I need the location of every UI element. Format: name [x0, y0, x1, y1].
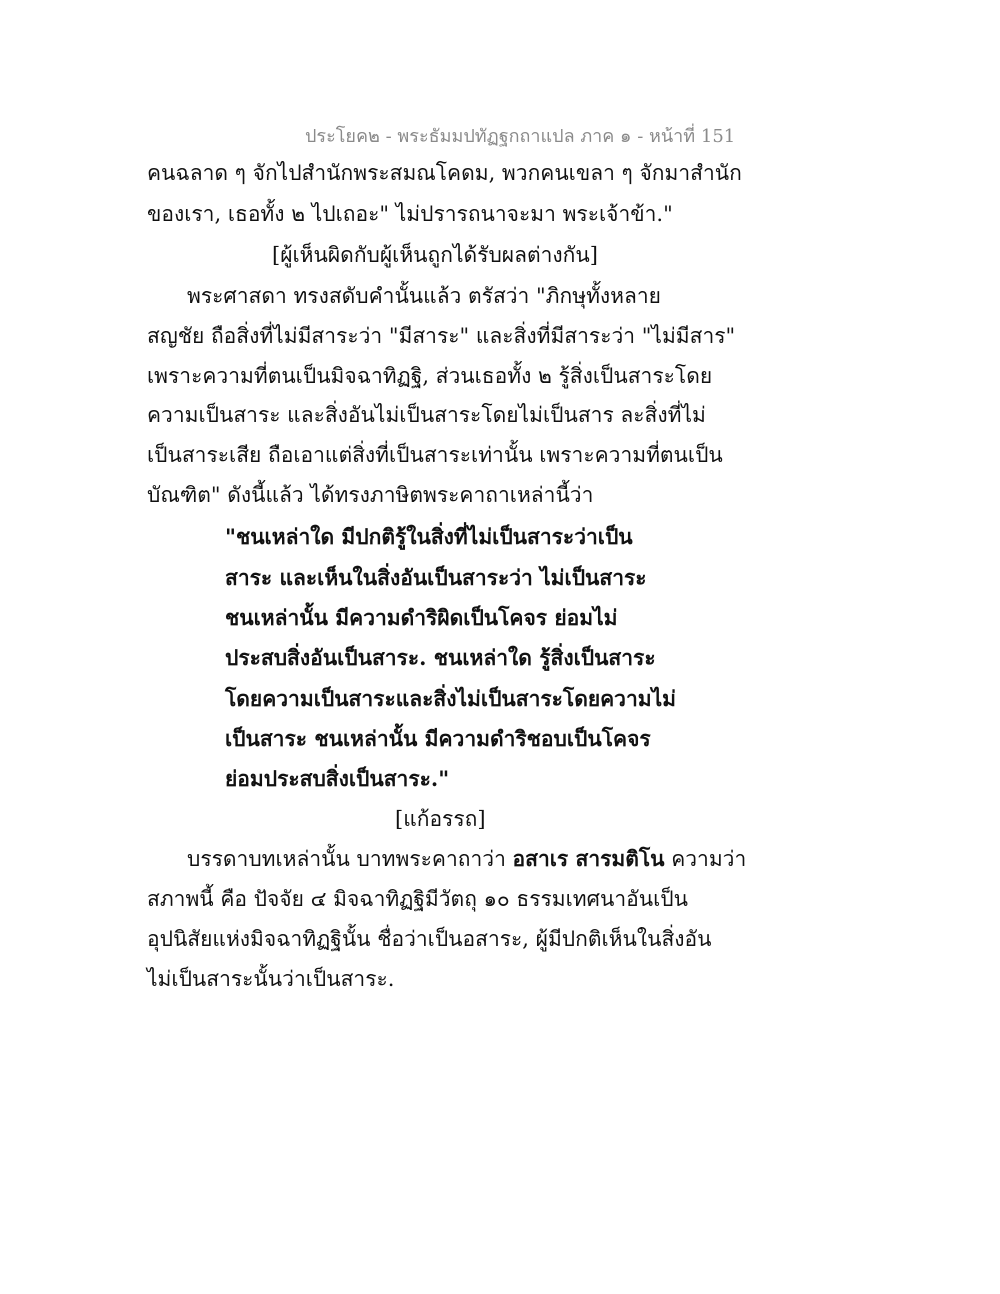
page-header: ประโยค๒ - พระธัมมปทัฏฐกถาแปล ภาค ๑ - หน้าที่ 151: [305, 126, 736, 147]
verse-line: ประสบสิ่งอันเป็นสาระ. ชนเหล่าใด รู้สิ่งเป็นสาระ: [225, 645, 656, 670]
verse-line: โดยความเป็นสาระและสิ่งไม่เป็นสาระโดยความไม่: [225, 686, 677, 711]
section-heading: [แก้อรรถ]: [395, 807, 486, 831]
pali-term: อสาเร สารมติโน: [512, 846, 665, 871]
paragraph-line: บัณฑิต" ดังนี้แล้ว ได้ทรงภาษิตพระคาถาเหล่านี้ว่า: [147, 483, 594, 507]
paragraph-line: ของเรา, เธอทั้ง ๒ ไปเถอะ" ไม่ปรารถนาจะมา พระเจ้าข้า.": [147, 202, 673, 226]
verse-line: เป็นสาระ ชนเหล่านั้น มีความดำริชอบเป็นโคจร: [225, 726, 651, 751]
section-heading: [ผู้เห็นผิดกับผู้เห็นถูกได้รับผลต่างกัน]: [272, 243, 598, 267]
commentary-text: บรรดาบทเหล่านั้น บาทพระคาถาว่า: [187, 847, 513, 871]
commentary-line: สภาพนี้ คือ ปัจจัย ๔ มิจฉาทิฏฐิมีวัตถุ ๑๐ ธรรมเทศนาอันเป็น: [147, 887, 688, 911]
commentary-line: ไม่เป็นสาระนั้นว่าเป็นสาระ.: [147, 967, 395, 991]
paragraph-line: คนฉลาด ๆ จักไปสำนักพระสมณโคดม, พวกคนเขลา ๆ จักมาสำนัก: [147, 161, 742, 185]
commentary-line: [187, 844, 746, 874]
paragraph-line: สญชัย ถือสิ่งที่ไม่มีสาระว่า "มีสาระ" และสิ่งที่มีสาระว่า "ไม่มีสาร": [147, 324, 736, 348]
commentary-text: ความว่า: [664, 847, 747, 871]
verse-line: ย่อมประสบสิ่งเป็นสาระ.": [225, 766, 450, 791]
paragraph-line: เพราะความที่ตนเป็นมิจฉาทิฏฐิ, ส่วนเธอทั้ง ๒ รู้สิ่งเป็นสาระโดย: [147, 364, 713, 388]
paragraph-line: ความเป็นสาระ และสิ่งอันไม่เป็นสาระโดยไม่เป็นสาร ละสิ่งที่ไม่: [147, 403, 706, 427]
verse-line: ชนเหล่านั้น มีความดำริผิดเป็นโคจร ย่อมไม่: [225, 605, 618, 630]
commentary-line: อุปนิสัยแห่งมิจฉาทิฏฐินั้น ชื่อว่าเป็นอสาระ, ผู้มีปกติเห็นในสิ่งอัน: [147, 927, 712, 951]
paragraph-line: เป็นสาระเสีย ถือเอาแต่สิ่งที่เป็นสาระเท่านั้น เพราะความที่ตนเป็น: [147, 443, 723, 467]
verse-line: "ชนเหล่าใด มีปกติรู้ในสิ่งที่ไม่เป็นสาระว่าเป็น: [225, 524, 633, 549]
paragraph-line: พระศาสดา ทรงสดับคำนั้นแล้ว ตรัสว่า "ภิกษุทั้งหลาย: [187, 284, 661, 308]
verse-line: สาระ และเห็นในสิ่งอันเป็นสาระว่า ไม่เป็นสาระ: [225, 565, 647, 590]
